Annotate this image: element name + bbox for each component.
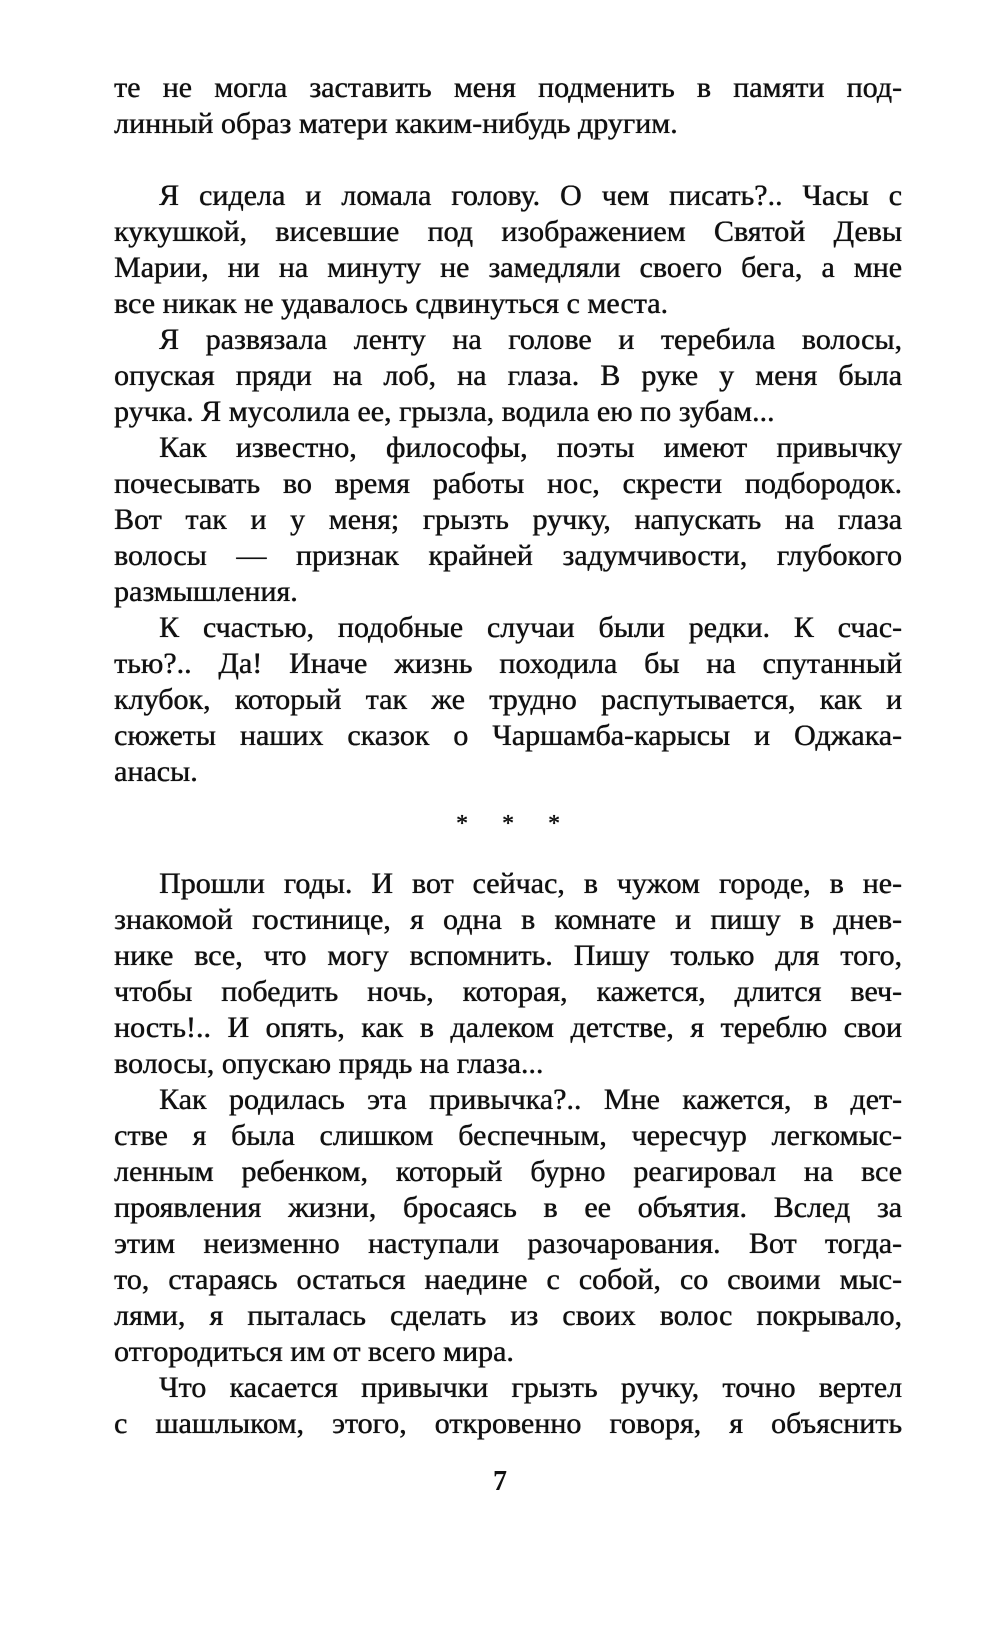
section-bottom (114, 866, 902, 1442)
text-line: ленным ребенком, который бурно реагировал на все (114, 1155, 902, 1188)
text-line: Что касается привычки грызть ручку, точно вертел (159, 1371, 902, 1404)
page-body (114, 70, 902, 1442)
text-line: этим неизменно наступали разочарования. Вот тогда- (114, 1227, 902, 1260)
text-line: ность!.. И опять, как в далеком детстве, я тереблю свои (114, 1011, 902, 1044)
text-line: волосы, опускаю прядь на глаза... (114, 1047, 544, 1080)
text-line: анасы. (114, 755, 198, 788)
text-line: Я развязала ленту на голове и теребила волосы, (159, 323, 902, 356)
paragraph (114, 322, 902, 430)
text-line: Марии, ни на минуту не замедляли своего бега, а мне (114, 251, 902, 284)
text-line: отгородиться им от всего мира. (114, 1335, 514, 1368)
paragraph (114, 70, 902, 142)
section-top (114, 70, 902, 142)
text-line: Вот так и у меня; грызть ручку, напускать на глаза (114, 503, 902, 536)
paragraph (114, 866, 902, 1082)
text-line: лями, я пыталась сделать из своих волос покрывало, (114, 1299, 902, 1332)
text-line: знакомой гостинице, я одна в комнате и пишу в днев- (114, 903, 902, 936)
text-line: сюжеты наших сказок о Чаршамба-карысы и Оджака- (114, 719, 902, 752)
page-number: 7 (493, 1466, 507, 1497)
text-line: Прошли годы. И вот сейчас, в чужом городе, в не- (159, 867, 902, 900)
text-line: Как родилась эта привычка?.. Мне кажется, в дет- (159, 1083, 902, 1116)
text-line: опуская пряди на лоб, на глаза. В руке у меня была (114, 359, 902, 392)
text-line: с шашлыком, этого, откровенно говоря, я объяснить (114, 1407, 902, 1440)
text-line: нике все, что могу вспомнить. Пишу только для того, (114, 939, 902, 972)
text-line: ручка. Я мусолила ее, грызла, водила ею по зубам... (114, 395, 775, 428)
text-line: кукушкой, висевшие под изображением Святой Девы (114, 215, 902, 248)
text-line: Как известно, философы, поэты имеют привычку (159, 431, 902, 464)
paragraph (114, 610, 902, 790)
paragraph (114, 1082, 902, 1370)
paragraph (114, 178, 902, 322)
text-line: почесывать во время работы нос, скрести подбородок. (114, 467, 902, 500)
text-line: волосы — признак крайней задумчивости, глубокого (114, 539, 902, 572)
text-line: тью?.. Да! Иначе жизнь походила бы на спутанный (114, 647, 902, 680)
text-line: Я сидела и ломала голову. О чем писать?.. Часы с (159, 179, 902, 212)
paragraph (114, 1370, 902, 1442)
text-line: стве я была слишком беспечным, чересчур легкомыс- (114, 1119, 902, 1152)
text-line: то, стараясь остаться наедине с собой, со своими мыс- (114, 1263, 902, 1296)
blank-line (114, 142, 902, 178)
text-line: чтобы победить ночь, которая, кажется, длится веч- (114, 975, 902, 1008)
section-separator: * * * (456, 811, 574, 837)
section-middle (114, 178, 902, 790)
text-line: проявления жизни, бросаясь в ее объятия. Вслед за (114, 1191, 902, 1224)
text-line: клубок, который так же трудно распутывается, как и (114, 683, 902, 716)
text-line: те не могла заставить меня подменить в памяти под- (114, 71, 902, 104)
text-line: К счастью, подобные случаи были редки. К счас- (159, 611, 902, 644)
blank-space (114, 846, 902, 866)
text-line: линный образ матери каким-нибудь другим. (114, 107, 678, 140)
paragraph (114, 430, 902, 610)
text-line: все никак не удавалось сдвинуться с места. (114, 287, 668, 320)
text-line: размышления. (114, 575, 298, 608)
